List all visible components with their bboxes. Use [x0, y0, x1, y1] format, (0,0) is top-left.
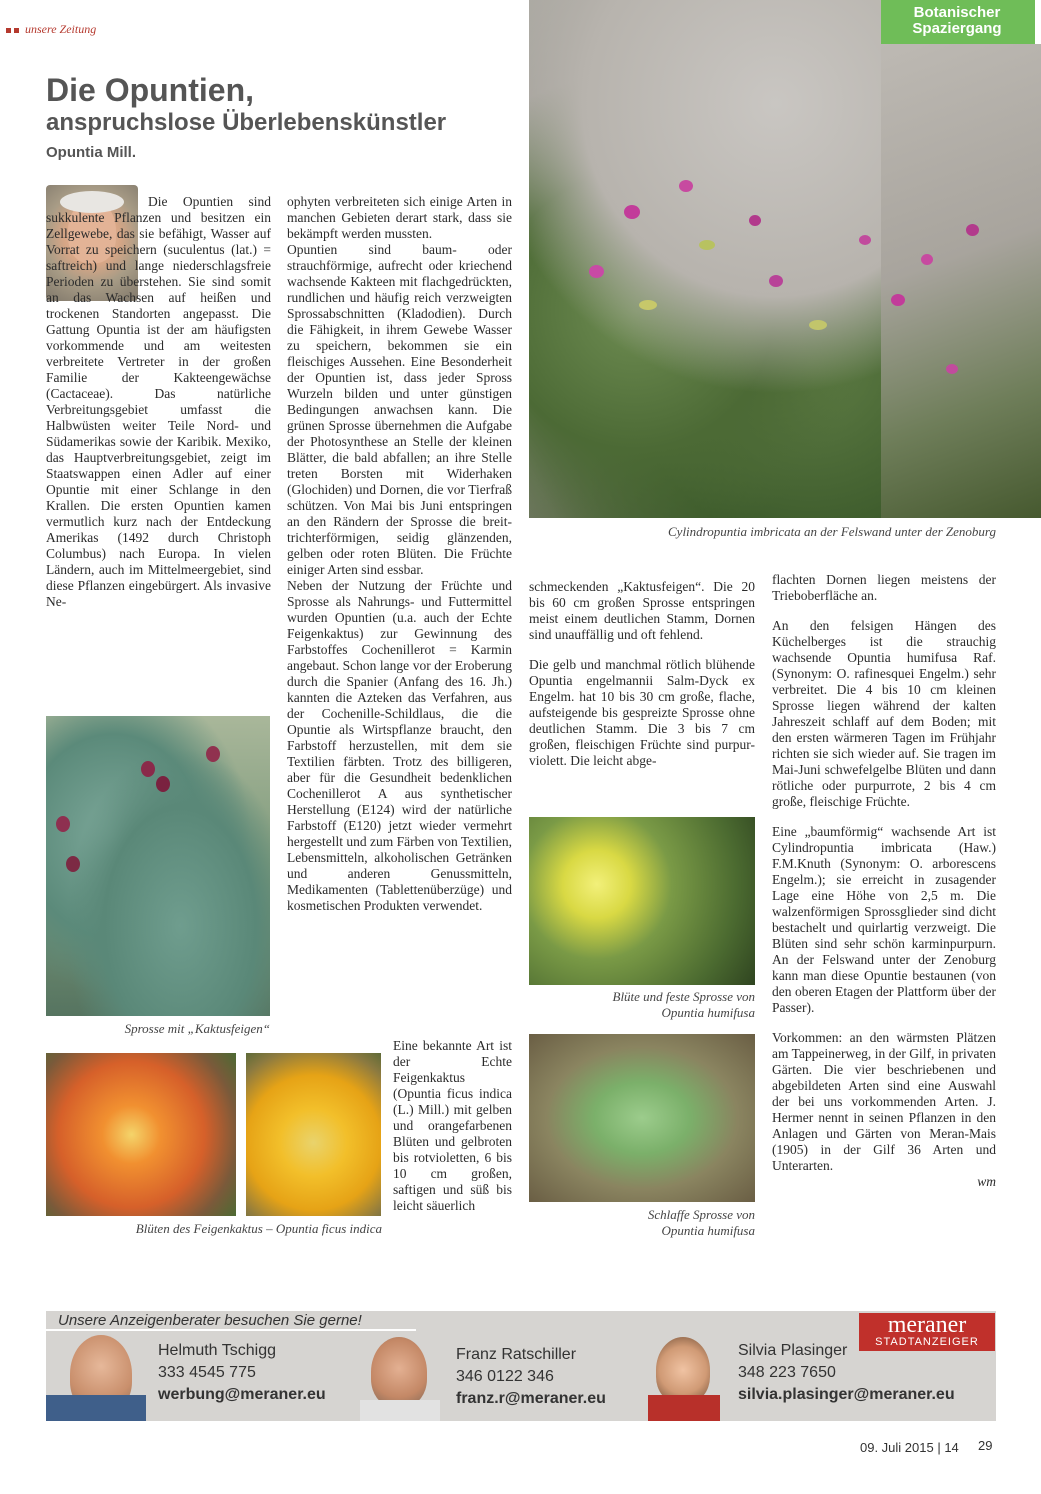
rubric-line-2: Spaziergang [912, 20, 1002, 37]
column-2-bottom [393, 1038, 512, 1214]
paragraph: Opuntien sind baum- oder strauchförmige, aufrecht oder kriechend wachsende Kakteen mit flachgedrückten, rundlichen und häufig reich verzweigten Sprossabschnitten (Kladodien). Durch die Fähigkeit, in ihrem Gewebe Wasser zu speichern, bekommen sie ein fleischiges Aussehen. Eine Besonderheit der Opuntien ist, dass jeder Spross Wurzeln bilden und unter günstigen Bedingungen anwachsen kann. Die grünen Sprosse übernehmen die Aufgabe der Photosynthese an Stelle der kleinen Blätter, die bald abfallen; an ihre Stelle treten Borsten mit Widerhaken (Glochiden) und Dornen, die vor Tierfraß schützen. Von Mai bis Juni entspringen an den Rändern der Sprosse die breit-trichterförmigen, seidig glänzenden, gelben oder roten Blüten. Die Früchte einiger Arten sind essbar. [287, 242, 512, 577]
column-1 [46, 194, 271, 610]
paragraph: schmeckenden „Kaktusfeigen“. Die 20 bis 60 cm großen Sprosse entspringen meist einem deutlichen Stamm, Dornen sind unauffällig und oft fehlend. [529, 579, 755, 642]
contact-email[interactable]: franz.r@meraner.eu [456, 1390, 606, 1407]
caption-humifusa-limp [529, 1207, 755, 1239]
contact-email[interactable]: werbung@meraner.eu [158, 1386, 326, 1403]
divider [46, 1329, 416, 1331]
avatar [656, 1337, 710, 1403]
contact-phone[interactable]: 333 4545 775 [158, 1364, 256, 1381]
paragraph: Die gelb und manchmal rötlich blühende Opuntia engelmannii Salm-Dyck ex Engelm. hat 10 bis 30 cm große, flache, aufsteigende bis gespreizte Sprosse ohne deutlichen Stamm. Die 3 bis 7 cm großen, fleischigen Früchte sind purpur-violett. Die leicht abge- [529, 657, 755, 768]
caption-humifusa-flower [529, 989, 755, 1021]
paragraph: ophyten verbreiteten sich einige Arten in manchen Gebieten derart stark, dass sie bekämpft werden mussten. [287, 194, 512, 241]
contact-ratschiller [456, 1344, 606, 1410]
paragraph: Vorkommen: an den wärmsten Plätzen am Tappeinerweg, in der Gilf, in privaten Gärten. Die vier beschriebenen und abgebildeten Arten sind eine Auswahl der bei uns vorkommenden Arten. J. Hermer nennt in seinen Pflanzen in den Anlagen und Gärten von Meran-Mais (1905) in der Gilf 36 Arten und Unterarten. [772, 1030, 996, 1173]
section-tag-label: unsere Zeitung [25, 22, 97, 36]
orange-flower-photo [46, 1053, 236, 1216]
contact-phone[interactable]: 346 0122 346 [456, 1368, 554, 1385]
botanical-name: Opuntia Mill. [46, 144, 136, 161]
subheadline: anspruchslose Überlebenskünstler [46, 109, 447, 136]
headline: Die Opuntien, [46, 72, 254, 108]
article-title [46, 72, 446, 166]
caption-main: Cylindropuntia imbricata an der Felswand unter der Zenoburg [668, 524, 996, 539]
caption-line: Opuntia humifusa [661, 1223, 755, 1238]
rubric-line-1: Botanischer [913, 4, 1001, 21]
paragraph: Eine „baumförmig“ wachsende Art ist Cylindropuntia imbricata (Haw.) F.M.Knuth (Synonym: O. arborescens Engelm.); sie erreicht in zusagender Lage eine Höhe von 2,5 m. Die walzenförmigen Sprossglieder sind dicht bestachelt und quirlartig verzweigt. Die Blüten sind sehr schön karminpurpurn. An der Felswand unter der Zenoburg kann man diese Opuntie bestaunen (von den oberen Etagen der Plattform über der Passer). [772, 824, 996, 1015]
column-3 [529, 579, 755, 769]
paragraph: Neben der Nutzung der Früchte und Sprosse als Nahrungs- und Futtermittel wurden Opuntien (u.a. auch der Echte Feigenkaktus) zur Gewinnung des Farbstoffes Cochenillerot = Karmin angebaut. Schon lange vor der Eroberung durch die Spanier (Anfang des 16. Jh.) kannten die Azteken das Verfahren, aus der Cochenille-Schildlaus, die die Opuntie als Wirtspflanze braucht, den Farbstoff herzustellen, mit dem sie Textilien färbten. Trotz des billigeren, aber für die Gesundheit bedenklichen Cochenillerot A aus synthetischer Herstellung (E124) wird der natürliche Farbstoff (E120) jetzt wieder vermehrt hergestellt und zum Färben von Textilien, Lebensmitteln, alkoholischen Getränken und anderen Genussmitteln, Medikamenten (Tablettenüberzüge) und kosmetischen Produkten verwendet. [287, 578, 513, 913]
square-icon [14, 28, 19, 33]
avatar-shirt [46, 1395, 146, 1421]
paragraph: flachten Dornen liegen meistens der Trieboberfläche an. [772, 572, 996, 603]
paragraph: Die Opuntien sind sukkulente Pflanzen und besitzen ein Zellgewebe, das sie befähigt, Wasser auf Vorrat zu speichern (suculentus (lat.) = saftreich) und lange niederschlagsfreie Perioden zu überstehen. Sie sind somit an das Wachsen auf heißen und trockenen Standorten angepasst. Die Gattung Opuntia ist der am häufigsten vorkommende und am weitesten verbreitete Vertreter in der großen Familie der Kakteengewächse (Cactaceae). Das natürliche Verbreitungsgebiet umfasst die Halbwüsten weiter Teile Nord- und Südamerikas sowie der Karibik. Mexiko, das Hauptverbreitungsgebiet, zeigt im Staatswappen einen Adler auf einer Opuntie mit einer Schlange in den Krallen. Die ersten Opuntien kamen vermutlich kurz nach der Entdeckung Amerikas (1492 durch Christoph Columbus) nach Europa. In vielen Ländern, auch im Mittelmeergebiet, sind diese Pflanzen eingebürgert. Als invasive Ne- [46, 194, 271, 609]
cylindropuntia-photo [529, 0, 881, 518]
caption-fruits: Sprosse mit „Kaktusfeigen“ [124, 1021, 270, 1036]
avatar-shirt [648, 1395, 720, 1421]
contact-phone[interactable]: 348 223 7650 [738, 1364, 836, 1381]
opuntia-fruits-photo [46, 716, 270, 1016]
contact-plasinger [738, 1340, 955, 1406]
paragraph: Eine bekannte Art ist der Echte Feigenkaktus (Opuntia ficus indica (L.) Mill.) mit gelben und orangefarbenen Blüten und gelbroten bis rotvioletten, 6 bis 10 cm großen, saftigen und süß bis leicht säuerlich [393, 1038, 512, 1213]
contact-name: Franz Ratschiller [456, 1346, 577, 1363]
caption-line: Schlaffe Sprosse von [647, 1207, 755, 1222]
logo-bottom: STADTANZEIGER [875, 1336, 979, 1348]
contact-email[interactable]: silvia.plasinger@meraner.eu [738, 1386, 955, 1403]
humifusa-limp-photo [529, 1034, 755, 1202]
yellow-flower-photo [246, 1053, 381, 1216]
column-4 [772, 572, 996, 1190]
caption-line: Opuntia humifusa [661, 1005, 755, 1020]
ad-title: Unsere Anzeigenberater besuchen Sie gerne! [58, 1312, 362, 1329]
logo-top: meraner [887, 1312, 967, 1338]
caption-line: Blüte und feste Sprosse von [612, 989, 755, 1004]
page-number: 29 [978, 1438, 993, 1453]
contact-name: Silvia Plasinger [738, 1342, 848, 1359]
contact-name: Helmuth Tschigg [158, 1342, 276, 1359]
caption-flowers: Blüten des Feigenkaktus – Opuntia ficus indica [135, 1221, 382, 1236]
contact-tschigg [158, 1340, 326, 1406]
paragraph: An den felsigen Hängen des Küchelberges ist die strauchig wachsende Opuntia humifusa Raf. (Synonym: O. rafinesquei Engelm.) sehr verbreitet. Die 4 bis 10 cm kleinen Sprosse liegen während der kalten Jahreszeit schlaff auf dem Boden; mit den ersten wärmeren Tagen im Frühjahr richten sie sich wieder auf. Sie tragen im Mai-Juni schwefelgelbe Blüten und dann rötliche oder purpurrote, 2 bis 4 cm große, fleischige Früchte. [772, 618, 996, 809]
avatar-shirt [360, 1400, 440, 1421]
square-icon [6, 28, 11, 33]
rubric-box [879, 0, 1035, 44]
cylindropuntia-photo-right [881, 44, 1041, 518]
section-tag [6, 22, 96, 37]
avatar [371, 1337, 427, 1407]
humifusa-flower-photo [529, 817, 755, 985]
issue-date: 09. Juli 2015 | 14 [860, 1440, 959, 1455]
signature: wm [977, 1174, 996, 1189]
column-2-top [287, 194, 512, 914]
